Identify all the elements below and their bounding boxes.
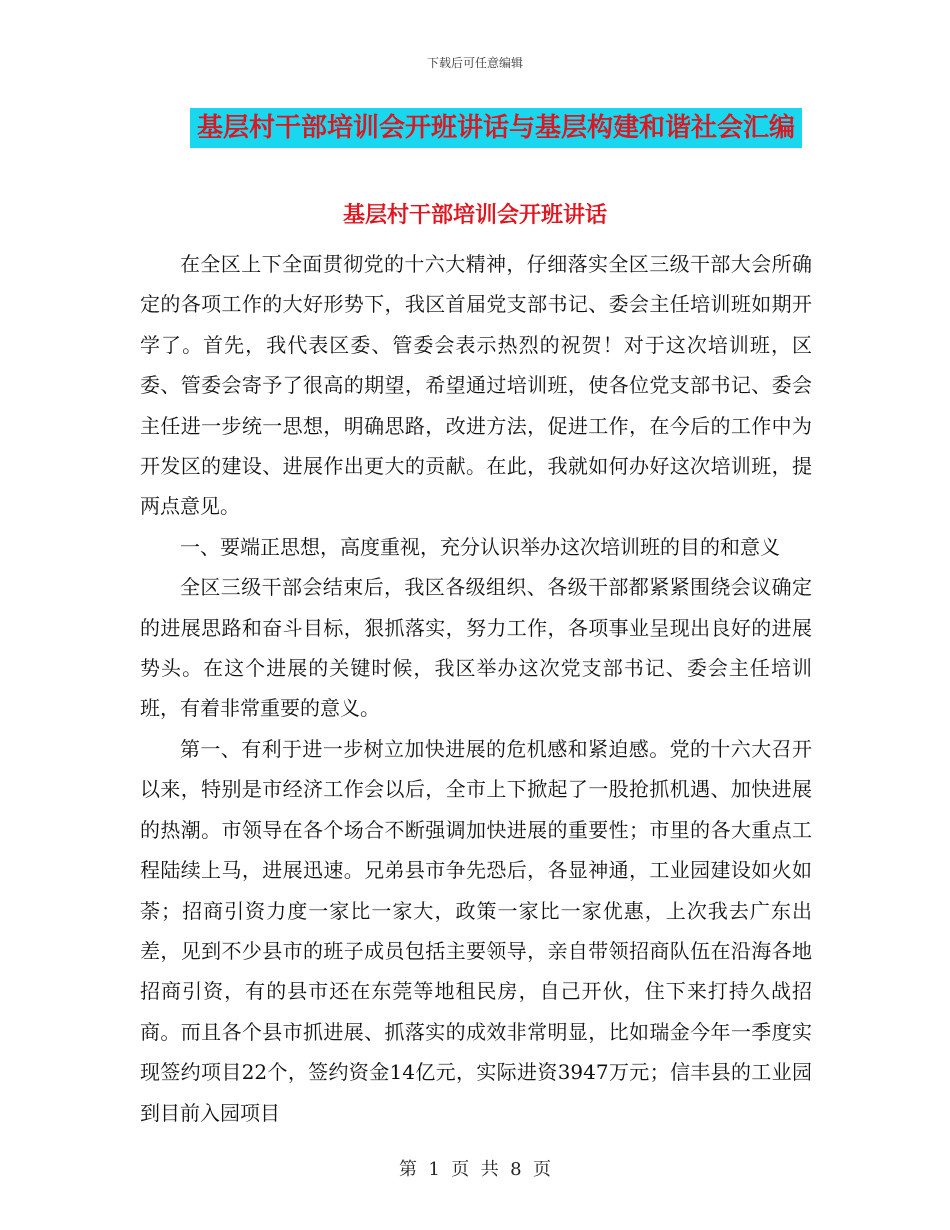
paragraph: 第一、有利于进一步树立加快进展的危机感和紧迫感。党的十六大召开以来，特别是市经济工作会以后，全市上下掀起了一股抢抓机遇、加快进展的热潮。市领导在各个场合不断强调加快进展的重要性；市里的各大重点工程陆续上马，进展迅速。兄弟县市争先恐后，各显神通，工业园建设如火如荼；招商引资力度一家比一家大，政策一家比一家优惠，上次我去广东出差，见到不少县市的班子成员包括主要领导，亲自带领招商队伍在沿海各地招商引资，有的县市还在东莞等地租民房，自己开伙，住下来打持久战招商。而且各个县市抓进展、抓落实的成效非常明显，比如瑞金今年一季度实现签约项目22个，签约资金14亿元，实际进资3947万元；信丰县的工业园到目前入园项目 bbox=[140, 736, 812, 1125]
paragraph: 在全区上下全面贯彻党的十六大精神，仔细落实全区三级干部大会所确定的各项工作的大好形势下，我区首届党支部书记、委会主任培训班如期开学了。首先，我代表区委、管委会表示热烈的祝贺！对于这次培训班，区委、管委会寄予了很高的期望，希望通过培训班，使各位党支部书记、委会主任进一步统一思想，明确思路，改进方法，促进工作，在今后的工作中为开发区的建设、进展作出更大的贡献。在此，我就如何办好这次培训班，提两点意见。 bbox=[140, 252, 812, 519]
document-title: 基层村干部培训会开班讲话与基层构建和谐社会汇编 bbox=[196, 113, 795, 143]
document-title-highlight bbox=[190, 108, 802, 148]
paragraph: 一、要端正思想，高度重视，充分认识举办这次培训班的目的和意义 bbox=[180, 534, 780, 559]
body-text bbox=[140, 244, 812, 1133]
section-title: 基层村干部培训会开班讲话 bbox=[342, 202, 607, 228]
paragraph: 全区三级干部会结束后，我区各级组织、各级干部都紧紧围绕会议确定的进展思路和奋斗目标，狠抓落实，努力工作，各项事业呈现出良好的进展势头。在这个进展的关键时候，我区举办这次党支部书记、委会主任培训班，有着非常重要的意义。 bbox=[140, 575, 812, 721]
header-note: 下载后可任意编辑 bbox=[426, 56, 523, 70]
page-footer: 第 1 页 共 8 页 bbox=[398, 1159, 552, 1180]
